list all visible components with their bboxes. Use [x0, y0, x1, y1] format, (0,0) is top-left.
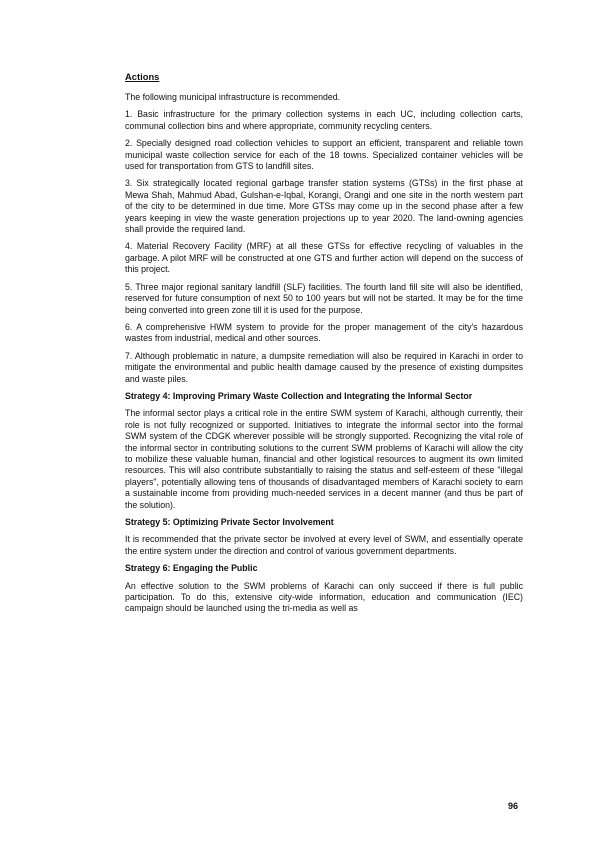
document-page [125, 71, 523, 621]
strategy-6-heading: Strategy 6: Engaging the Public [125, 563, 258, 574]
strategy-4-heading: Strategy 4: Improving Primary Waste Collection and Integrating the Informal Sector [125, 390, 473, 401]
strategy-6-body: An effective solution to the SWM problems of Karachi can only succeed if there is full public participation. To do this, extensive city-wide information, education and communication (IEC) campaign should be launched using the tri-media as well as [125, 580, 523, 614]
strategy-4-body: The informal sector plays a critical role in the entire SWM system of Karachi, although currently, their role is not fully recognized or supported. Initiatives to integrate the informal sector into the formal SWM system of the CDGK wherever possible will be strongly supported. Recognizing the vital role of the informal sector in contributing solutions to the current SWM problems of Karachi will allow the city to mobilize these valuable human, financial and other logistical resources to augment its own limited resources. This will also contribute substantially to raising the status and self-esteem of these "illegal players", potentially allowing tens of thousands of disadvantaged members of Karachi society to earn a sustainable income from providing much-needed services in a decent manner (and thus be part of the solution). [125, 408, 523, 510]
action-item-1: 1. Basic infrastructure for the primary collection systems in each UC, including collection carts, communal collection bins and where appropriate, community recycling centers. [125, 109, 523, 131]
strategy-5-body: It is recommended that the private sector be involved at every level of SWM, and essentially operate the entire system under the direction and control of various government departments. [125, 534, 523, 556]
action-item-5: 5. Three major regional sanitary landfill (SLF) facilities. The fourth land fill site will also be identified, reserved for future consumption of next 50 to 100 years but will not be started. It may be for the time being converted into green zone till it is used for the purpose. [125, 281, 523, 315]
action-item-2: 2. Specially designed road collection vehicles to support an efficient, transparent and reliable town municipal waste collection service for each of the 18 towns. Specialized container vehicles will be used for transportation from GTS to landfill sites. [125, 138, 523, 172]
action-item-6: 6. A comprehensive HWM system to provide for the proper management of the city's hazardous wastes from industrial, medical and other sources. [125, 321, 523, 344]
action-item-3: 3. Six strategically located regional garbage transfer station systems (GTSs) in the first phase at Mewa Shah, Mahmud Abad, Gulshan-e-Iqbal, Korangi, Orangi and one site in the north western part of the city to be determined in due time. More GTSs may come up in the second phase after a few years keeping in view the waste generation projections up to year 2020. The land-owning agencies shall provide the required land. [125, 178, 523, 235]
actions-heading: Actions [125, 71, 160, 82]
page-number: 96 [508, 801, 519, 811]
action-item-4: 4. Material Recovery Facility (MRF) at all these GTSs for effective recycling of valuables in the garbage. A pilot MRF will be constructed at one GTS and further action will depend on the success of this project. [125, 241, 523, 275]
intro-paragraph: The following municipal infrastructure is recommended. [125, 92, 341, 102]
strategy-5-heading: Strategy 5: Optimizing Private Sector Involvement [125, 517, 334, 527]
action-item-7: 7. Although problematic in nature, a dumpsite remediation will also be required in Karachi in order to mitigate the environmental and public health damage caused by the presence of existing dumpsites and waste piles. [125, 350, 523, 384]
